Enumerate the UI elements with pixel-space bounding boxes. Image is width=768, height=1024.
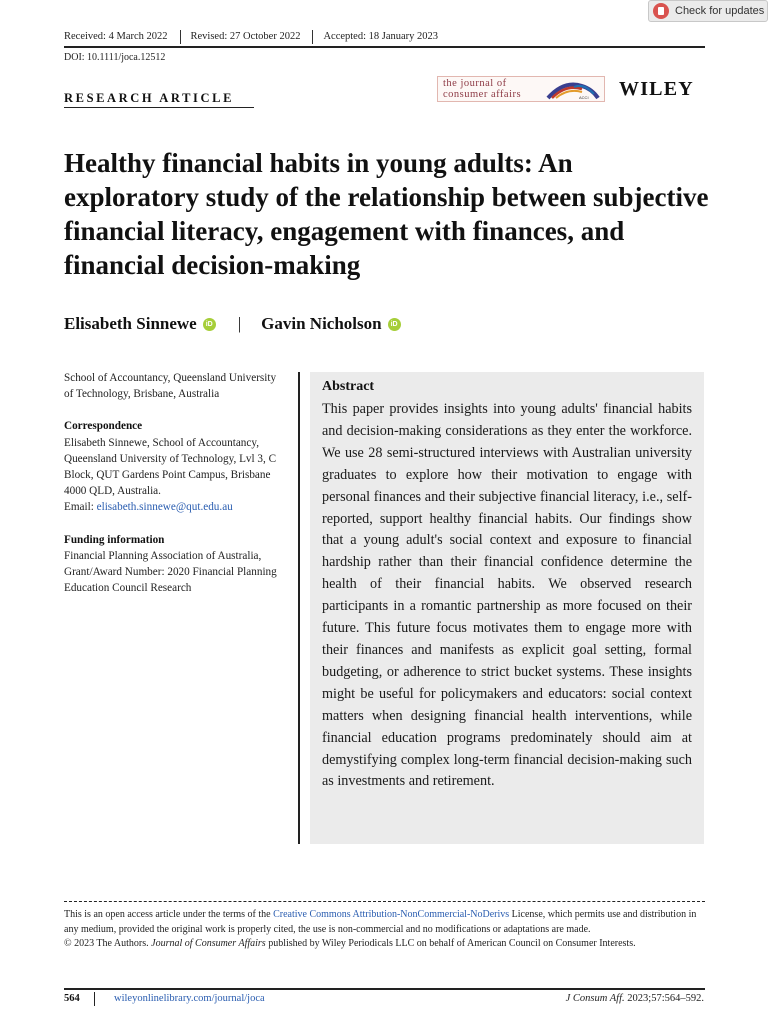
footer-rule bbox=[64, 988, 705, 990]
journal-logo bbox=[437, 76, 605, 102]
check-for-updates-label: Check for updates bbox=[675, 5, 765, 17]
journal-logo-badge: ACCI bbox=[579, 95, 589, 100]
license-text-post: License, which permits use and distribution in any medium, provided the original work is properly cited, the use is non-commercial and no modifications or adaptations are made. bbox=[64, 909, 697, 935]
page-number: 564 bbox=[64, 992, 95, 1006]
abstract-heading: Abstract bbox=[322, 379, 375, 394]
revised-date: Revised: 27 October 2022 bbox=[191, 30, 314, 44]
funding-text: Financial Planning Association of Australia, Grant/Award Number: 2020 Financial Planning Education Council Research bbox=[64, 549, 277, 595]
correspondence-text: Elisabeth Sinnewe, School of Accountancy, Queensland University of Technology, Lvl 3, C Block, QUT Gardens Point Campus, Brisbane 4000 QLD, Australia. bbox=[64, 436, 277, 498]
email-label: Email: bbox=[64, 501, 97, 514]
email-link[interactable]: elisabeth.sinnewe@qut.edu.au bbox=[96, 501, 233, 514]
license-text-pre: This is an open access article under the terms of the bbox=[64, 909, 274, 920]
copyright-text bbox=[64, 937, 704, 952]
article-title: Healthy financial habits in young adults: An exploratory study of the relationship between subjective financial literacy, engagement with finances, and financial decision-making bbox=[64, 148, 709, 280]
article-dates bbox=[64, 30, 460, 44]
author-name[interactable]: Elisabeth Sinnewe bbox=[64, 314, 197, 333]
orcid-icon[interactable]: iD bbox=[388, 318, 401, 331]
abstract-divider bbox=[298, 372, 300, 844]
funding-heading: Funding information bbox=[64, 533, 165, 546]
publisher-logo: WILEY bbox=[619, 78, 694, 100]
check-for-updates-button[interactable] bbox=[648, 0, 768, 22]
abstract-box bbox=[310, 372, 704, 844]
journal-logo-line1: the journal of bbox=[443, 78, 507, 89]
journal-citation bbox=[566, 992, 704, 1006]
correspondence-email-line bbox=[64, 499, 286, 515]
journal-logo-line2: consumer affairs bbox=[443, 89, 522, 100]
author-name[interactable]: Gavin Nicholson bbox=[261, 314, 382, 333]
citation-journal: J Consum Aff. bbox=[565, 993, 625, 1004]
journal-site-link[interactable]: wileyonlinelibrary.com/journal/joca bbox=[114, 993, 265, 1004]
article-type: RESEARCH ARTICLE bbox=[64, 91, 235, 105]
citation-volume-pages: 2023;57:564–592. bbox=[624, 993, 704, 1004]
author-list bbox=[64, 314, 401, 334]
license-text bbox=[64, 908, 704, 937]
abstract-text: This paper provides insights into young adults' financial habits and decision-making considerations as they enter the workforce. We use 28 semi-structured interviews with Australian university graduates to explore how their motivation to engage with personal finances and their subjective financial literacy, i.e., self-reported, support healthy financial habits. Our findings show that a young adult's social context and exposure to financial hardship rather than their financial confidence determine the health of their financial habits. We observed research participants in a romantic partnership as more focused on their future. This future focus motivates them to engage more with their finances and manifests as explicit goal setting, formal budgeting, or adherence to strict bucket systems. These insights might be useful for policymakers and educators: social context matters when designing financial health interventions, while financial education programs predominately should aim at demystifying complex long-term financial decision-making such as investments and retirement. bbox=[322, 401, 692, 790]
license-footnote bbox=[64, 908, 704, 952]
funding-block bbox=[64, 532, 286, 597]
affiliation: School of Accountancy, Queensland University of Technology, Brisbane, Australia bbox=[64, 372, 277, 401]
received-date: Received: 4 March 2022 bbox=[64, 30, 181, 44]
copyright-pre: © 2023 The Authors. bbox=[64, 938, 152, 949]
license-link[interactable]: Creative Commons Attribution-NonCommercial-NoDerivs bbox=[273, 909, 510, 920]
author-separator: | bbox=[237, 314, 242, 333]
accepted-date: Accepted: 18 January 2023 bbox=[323, 31, 439, 42]
bookmark-icon bbox=[653, 3, 669, 19]
footnote-rule bbox=[64, 901, 705, 902]
doi: DOI: 10.1111/joca.12512 bbox=[64, 52, 166, 63]
correspondence-heading: Correspondence bbox=[64, 420, 143, 433]
article-info-column bbox=[64, 370, 286, 612]
orcid-icon[interactable]: iD bbox=[203, 318, 216, 331]
header-rule bbox=[64, 46, 705, 48]
article-type-underline bbox=[64, 107, 254, 108]
correspondence-block bbox=[64, 418, 286, 515]
journal-arch-icon bbox=[544, 78, 602, 100]
copyright-journal: Journal of Consumer Affairs bbox=[151, 938, 266, 949]
copyright-post: published by Wiley Periodicals LLC on behalf of American Council on Consumer Interests. bbox=[265, 938, 636, 949]
